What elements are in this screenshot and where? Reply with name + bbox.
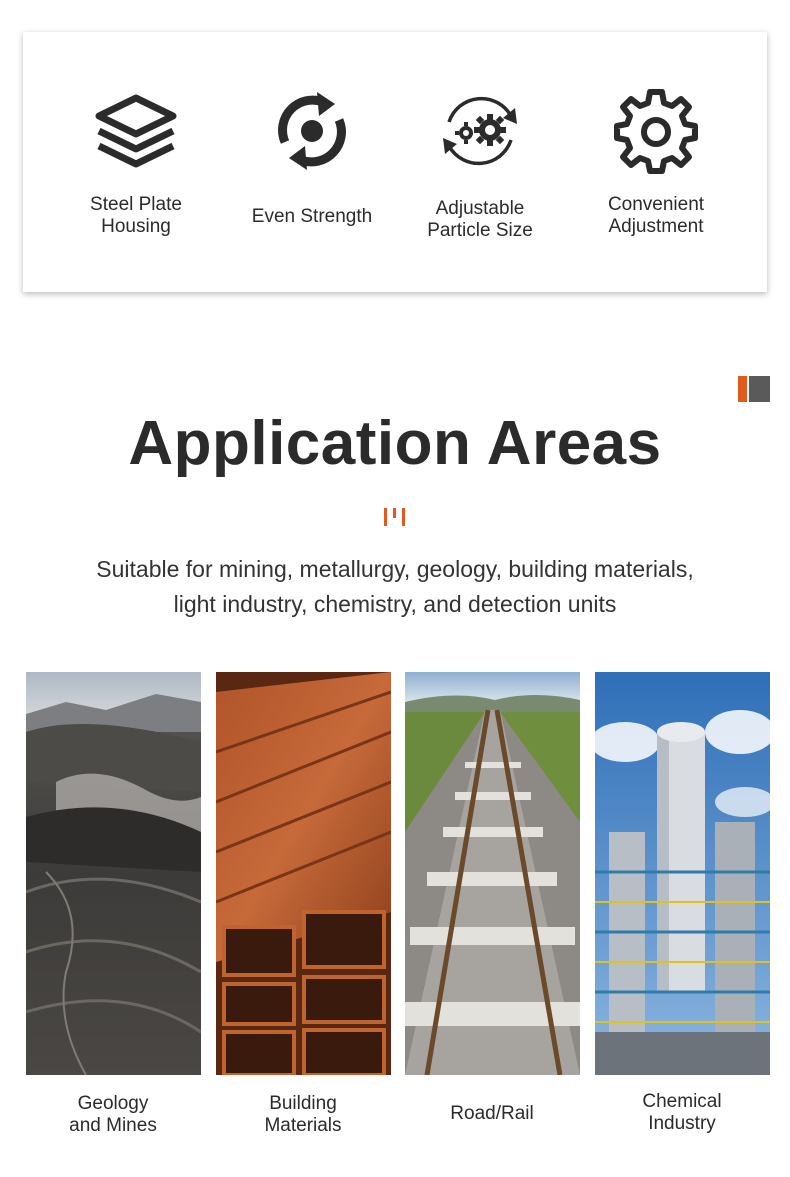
title-divider-mark xyxy=(383,508,407,526)
road-rail-photo xyxy=(405,672,580,1075)
building-materials-photo xyxy=(216,672,391,1075)
application-label: Chemical Industry xyxy=(642,1091,722,1134)
rotation-arrows-icon xyxy=(267,86,357,176)
gear-icon xyxy=(611,86,701,176)
application-label: Building Materials xyxy=(264,1093,342,1136)
feature-label: Adjustable Particle Size xyxy=(427,198,533,241)
feature-label: Steel Plate Housing xyxy=(90,194,182,237)
application-label: Geology and Mines xyxy=(69,1093,157,1136)
feature-convenient-adjustment xyxy=(563,32,749,292)
feature-even-strength xyxy=(219,32,405,292)
feature-adjustable-particle-size xyxy=(387,32,573,292)
geology-mines-photo xyxy=(26,672,201,1075)
features-card xyxy=(23,32,767,292)
feature-steel-plate-housing xyxy=(43,32,229,292)
stacked-layers-icon xyxy=(91,86,181,176)
section-subtitle xyxy=(20,552,770,622)
feature-label: Convenient Adjustment xyxy=(607,194,705,237)
application-label: Road/Rail xyxy=(450,1103,534,1124)
subtitle-line: light industry, chemistry, and detection units xyxy=(173,591,617,617)
gears-cycle-icon xyxy=(435,86,525,176)
chemical-industry-photo xyxy=(595,672,770,1075)
section-title: Application Areas xyxy=(128,409,662,478)
corner-accent-mark xyxy=(738,376,770,402)
subtitle-line: Suitable for mining, metallurgy, geology, building materials, xyxy=(96,556,694,582)
feature-label: Even Strength xyxy=(251,206,373,227)
